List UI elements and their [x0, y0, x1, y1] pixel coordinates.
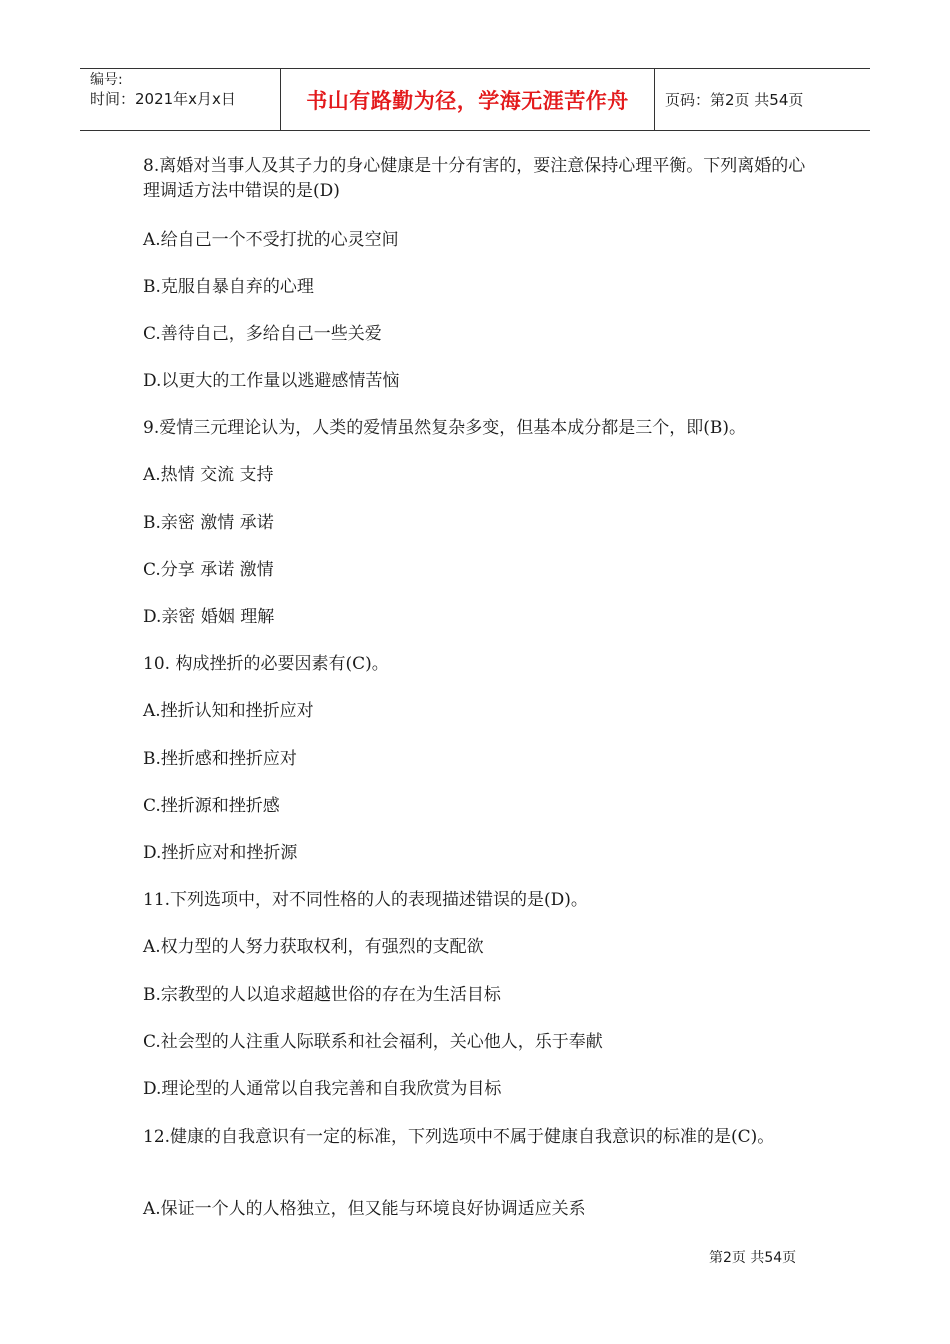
option-9d: D.亲密 婚姻 理解	[143, 607, 275, 627]
number-label: 编号:	[90, 72, 123, 88]
page-label: 页码：第2页 共54页	[665, 91, 804, 109]
time-label: 时间：2021年x月x日	[90, 90, 236, 108]
option-12a: A.保证一个人的人格独立，但又能与环境良好协调适应关系	[143, 1199, 586, 1219]
header-meta-cell	[80, 69, 281, 130]
option-11a: A.权力型的人努力获取权利，有强烈的支配欲	[143, 937, 484, 957]
header-page-cell	[655, 69, 870, 130]
option-8c: C.善待自己，多给自己一些关爱	[143, 324, 382, 344]
option-10c: C.挫折源和挫折感	[143, 796, 280, 816]
question-8: 8.离婚对当事人及其子力的身心健康是十分有害的，要注意保持心理平衡。下列离婚的心理调适方法中错误的是(D)	[143, 156, 806, 201]
option-10b: B.挫折感和挫折应对	[143, 749, 297, 769]
option-9a: A.热情 交流 支持	[143, 465, 274, 485]
option-8d: D.以更大的工作量以逃避感情苦恼	[143, 371, 400, 391]
option-9b: B.亲密 激情 承诺	[143, 513, 274, 533]
option-11d: D.理论型的人通常以自我完善和自我欣赏为目标	[143, 1079, 502, 1099]
question-10: 10. 构成挫折的必要因素有(C)。	[143, 654, 389, 674]
page-footer: 第2页 共54页	[709, 1250, 797, 1266]
question-11: 11.下列选项中，对不同性格的人的表现描述错误的是(D)。	[143, 890, 588, 910]
option-8a: A.给自己一个不受打扰的心灵空间	[143, 230, 399, 250]
option-11c: C.社会型的人注重人际联系和社会福利，关心他人，乐于奉献	[143, 1032, 603, 1052]
header-motto-cell	[281, 69, 655, 130]
option-10a: A.挫折认知和挫折应对	[143, 701, 314, 721]
option-10d: D.挫折应对和挫折源	[143, 843, 298, 863]
option-11b: B.宗教型的人以追求超越世俗的存在为生活目标	[143, 985, 501, 1005]
question-12: 12.健康的自我意识有一定的标准，下列选项中不属于健康自我意识的标准的是(C)。	[143, 1127, 775, 1147]
option-9c: C.分享 承诺 激情	[143, 560, 274, 580]
page-header	[80, 68, 870, 131]
motto-text: 书山有路勤为径，学海无涯苦作舟	[306, 88, 629, 113]
option-8b: B.克服自暴自弃的心理	[143, 277, 314, 297]
question-9: 9.爱情三元理论认为，人类的爱情虽然复杂多变，但基本成分都是三个，即(B)。	[143, 418, 746, 438]
